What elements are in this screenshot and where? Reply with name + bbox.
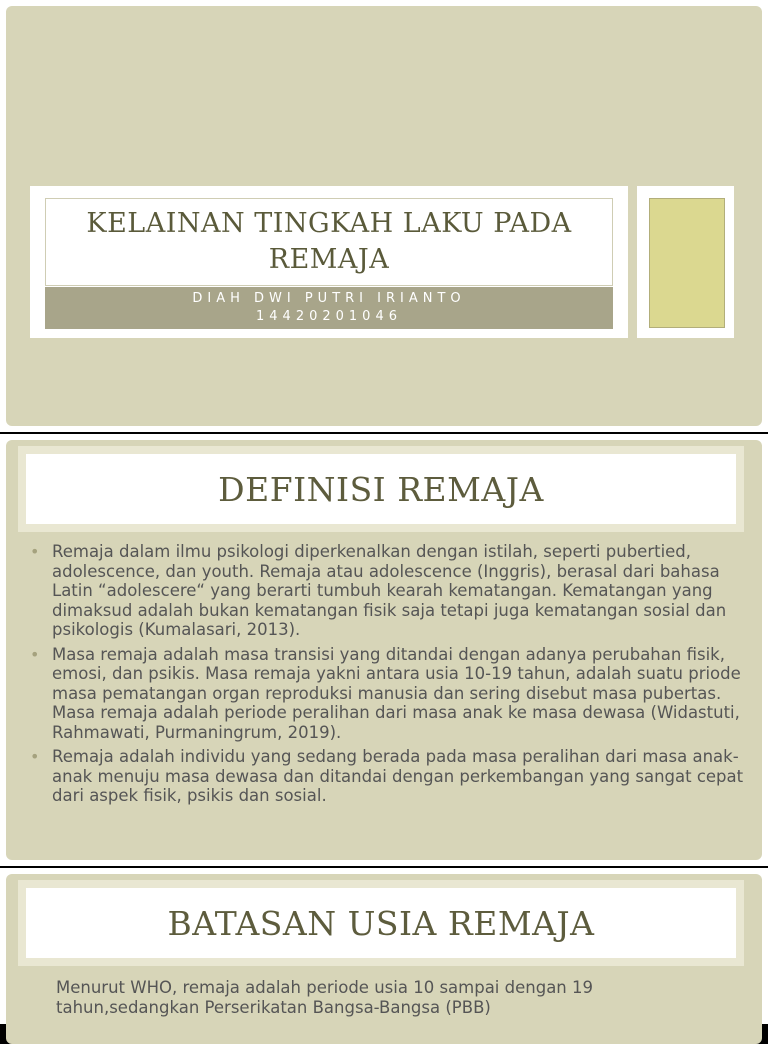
title-line-2: REMAJA [268,244,390,275]
title-box [45,198,613,286]
title-slide [0,0,768,432]
title-line-1: KELAINAN TINGKAH LAKU PADA [86,208,572,239]
author-name: DIAH DWI PUTRI IRIANTO [192,291,466,306]
title-slide-background [6,6,762,426]
definition-heading: DEFINISI REMAJA [218,469,544,509]
accent-box [649,198,725,328]
bullet-icon: • [30,747,40,766]
age-limit-heading: BATASAN USIA REMAJA [167,903,595,943]
list-item [30,747,744,806]
title-frame [30,186,628,338]
age-limit-slide-background [6,874,762,1044]
definition-bullet-list [30,542,744,811]
subtitle-band [45,287,613,329]
definition-slide [0,434,768,866]
list-item [30,645,744,743]
bullet-icon: • [30,644,40,664]
accent-frame [637,186,734,338]
bullet-text: Remaja dalam ilmu psikologi diperkenalkan dengan istilah, seperti pubertied, adolescence, dan youth. Remaja atau adolescence (Inggris), berasal dari bahasa Latin “adolescere“ yang berarti tumbuh kearah kematangan. Kematangan yang dimaksud adalah bukan kematangan fisik saja tetapi juga kematangan sosial dan psikologis (Kumalasari, 2013). [52,542,727,639]
definition-heading-frame [18,446,744,532]
student-id: 14420201046 [256,309,402,324]
list-item [30,542,744,640]
definition-slide-background [6,440,762,860]
bullet-text: Masa remaja adalah masa transisi yang ditandai dengan adanya perubahan fisik, emosi, dan psikis. Masa remaja yakni antara usia 10-19 tahun, adalah suatu priode masa pematangan organ reproduksi manusia dan sering disebut masa pubertas. Masa remaja adalah periode peralihan dari masa anak ke masa dewasa (Widastuti, Rahmawati, Purmaningrum, 2019). [52,644,741,742]
age-limit-paragraph: Menurut WHO, remaja adalah periode usia 10 sampai dengan 19 tahun,sedangkan Perserikatan Bangsa-Bangsa (PBB) [56,978,593,1017]
age-limit-heading-frame [18,880,744,966]
presentation-title [86,206,571,278]
age-limit-slide [0,868,768,1024]
bullet-icon: • [30,542,40,561]
bullet-text: Remaja adalah individu yang sedang berada pada masa peralihan dari masa anak- anak menuju masa dewasa dan ditandai dengan perkembangan yang sangat cepat dari aspek fisik, psikis dan sosial. [52,747,744,805]
